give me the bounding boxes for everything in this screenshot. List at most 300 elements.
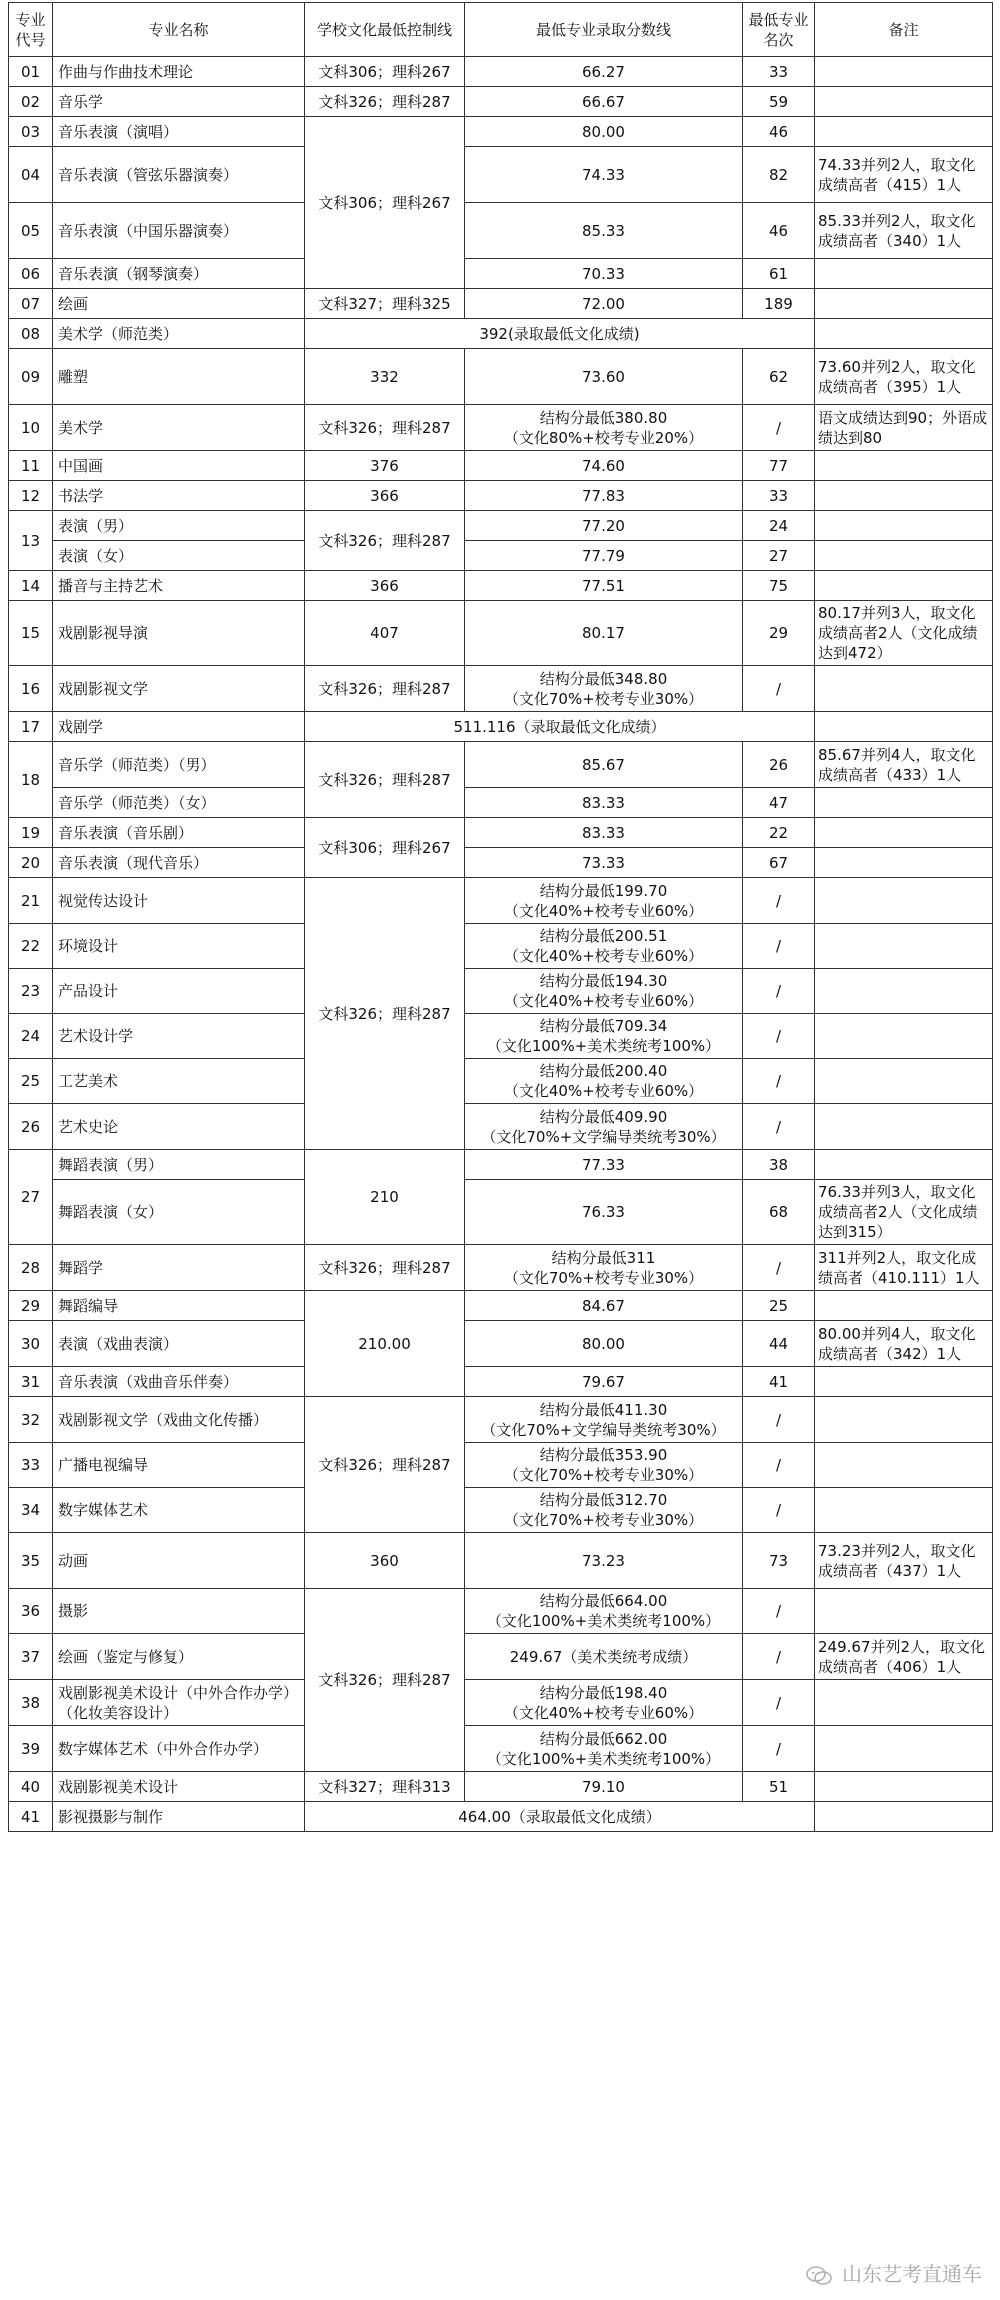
rank-cell: 62 xyxy=(743,349,815,405)
name-cell: 表演（戏曲表演） xyxy=(53,1321,305,1367)
note-cell xyxy=(815,788,993,818)
name-cell: 工艺美术 xyxy=(53,1059,305,1104)
name-cell: 视觉传达设计 xyxy=(53,878,305,924)
rank-cell: 75 xyxy=(743,571,815,601)
note-cell xyxy=(815,1104,993,1150)
name-cell: 摄影 xyxy=(53,1589,305,1634)
rank-cell: / xyxy=(743,1589,815,1634)
table-header xyxy=(9,3,993,57)
score-line: 80.17 xyxy=(582,624,625,642)
score-line: （文化100%+美术类统考100%） xyxy=(486,1612,721,1630)
score-line: 79.10 xyxy=(582,1777,625,1796)
rank-cell: / xyxy=(743,1059,815,1104)
rank-cell: / xyxy=(743,666,815,712)
code-cell: 11 xyxy=(9,451,53,481)
rank-cell: 44 xyxy=(743,1321,815,1367)
note-cell xyxy=(815,259,993,289)
code-cell: 10 xyxy=(9,405,53,451)
score-cell xyxy=(465,481,743,511)
note-cell: 80.00并列4人，取文化成绩高者（342）1人 xyxy=(815,1321,993,1367)
code-cell: 14 xyxy=(9,571,53,601)
score-line: 80.00 xyxy=(582,122,625,141)
control-line-cell: 文科326；理科287 xyxy=(305,666,465,712)
rank-cell: 33 xyxy=(743,57,815,87)
score-line: （文化40%+校考专业60%） xyxy=(503,1082,704,1100)
name-cell: 舞蹈编导 xyxy=(53,1291,305,1321)
table-row xyxy=(9,924,993,969)
score-cell xyxy=(465,969,743,1014)
score-cell xyxy=(465,1367,743,1397)
control-line-cell: 366 xyxy=(305,571,465,601)
table-row xyxy=(9,1397,993,1443)
note-cell xyxy=(815,1397,993,1443)
score-line: 结构分最低311 xyxy=(551,1248,656,1267)
control-line-cell: 文科306；理科267 xyxy=(305,117,465,289)
score-line: 结构分最低198.40 xyxy=(539,1683,668,1702)
score-cell xyxy=(465,1589,743,1634)
code-cell: 16 xyxy=(9,666,53,712)
control-line-cell: 文科306；理科267 xyxy=(305,818,465,878)
rank-cell: 38 xyxy=(743,1150,815,1180)
score-line: 74.33 xyxy=(582,165,625,184)
table-row xyxy=(9,712,993,742)
table-row xyxy=(9,87,993,117)
note-cell xyxy=(815,571,993,601)
table-row xyxy=(9,319,993,349)
score-cell xyxy=(465,511,743,541)
name-cell: 中国画 xyxy=(53,451,305,481)
rank-cell: / xyxy=(743,924,815,969)
note-cell xyxy=(815,511,993,541)
table-row xyxy=(9,1533,993,1589)
code-cell: 22 xyxy=(9,924,53,969)
table-row xyxy=(9,57,993,87)
rank-cell: 73 xyxy=(743,1533,815,1589)
note-cell xyxy=(815,1680,993,1726)
rank-cell: 26 xyxy=(743,742,815,788)
name-cell: 数字媒体艺术（中外合作办学） xyxy=(53,1726,305,1772)
table-row xyxy=(9,848,993,878)
watermark xyxy=(806,2258,982,2287)
rank-cell: / xyxy=(743,1680,815,1726)
table-row xyxy=(9,1443,993,1488)
control-line-cell: 文科326；理科287 xyxy=(305,87,465,117)
table-row xyxy=(9,1180,993,1245)
name-cell: 舞蹈学 xyxy=(53,1245,305,1291)
code-cell: 04 xyxy=(9,147,53,203)
score-line: 66.27 xyxy=(582,62,625,81)
code-cell: 15 xyxy=(9,601,53,666)
name-cell: 戏剧影视文学（戏曲文化传播） xyxy=(53,1397,305,1443)
name-cell: 表演（女） xyxy=(53,541,305,571)
note-cell xyxy=(815,878,993,924)
merged-score-cell: 511.116（录取最低文化成绩） xyxy=(305,712,815,742)
rank-cell: / xyxy=(743,878,815,924)
name-cell: 舞蹈表演（男） xyxy=(53,1150,305,1180)
score-line: （文化100%+美术类统考100%） xyxy=(486,1749,721,1768)
note-cell xyxy=(815,1059,993,1104)
score-line: 结构分最低709.34 xyxy=(539,1017,668,1035)
name-cell: 产品设计 xyxy=(53,969,305,1014)
code-cell: 33 xyxy=(9,1443,53,1488)
name-cell: 音乐学 xyxy=(53,87,305,117)
code-cell: 35 xyxy=(9,1533,53,1589)
score-line: 83.33 xyxy=(582,793,625,812)
name-cell: 播音与主持艺术 xyxy=(53,571,305,601)
rank-cell: / xyxy=(743,1014,815,1059)
score-cell xyxy=(465,1443,743,1488)
rank-cell: 189 xyxy=(743,289,815,319)
table-row xyxy=(9,259,993,289)
note-cell: 249.67并列2人，取文化成绩高者（406）1人 xyxy=(815,1634,993,1680)
control-line-cell: 文科327；理科325 xyxy=(305,289,465,319)
score-line: 结构分最低380.80 xyxy=(539,408,668,427)
rank-cell: / xyxy=(743,969,815,1014)
rank-cell: 33 xyxy=(743,481,815,511)
code-cell: 17 xyxy=(9,712,53,742)
table-row xyxy=(9,601,993,666)
score-line: （文化100%+美术类统考100%） xyxy=(486,1037,721,1055)
score-line: （文化70%+校考专业30%） xyxy=(503,689,704,708)
control-line-cell: 文科306；理科267 xyxy=(305,57,465,87)
score-cell xyxy=(465,848,743,878)
table-row xyxy=(9,349,993,405)
note-cell: 73.23并列2人，取文化成绩高者（437）1人 xyxy=(815,1533,993,1589)
table-body xyxy=(9,57,993,1832)
header-note: 备注 xyxy=(815,3,993,57)
control-line-cell: 文科326；理科287 xyxy=(305,1245,465,1291)
note-cell: 74.33并列2人，取文化成绩高者（415）1人 xyxy=(815,147,993,203)
note-cell xyxy=(815,1772,993,1802)
score-cell xyxy=(465,1245,743,1291)
name-cell: 书法学 xyxy=(53,481,305,511)
rank-cell: / xyxy=(743,1245,815,1291)
control-line-cell: 文科326；理科287 xyxy=(305,511,465,571)
score-cell xyxy=(465,1321,743,1367)
score-line: 85.67 xyxy=(582,755,625,774)
name-cell: 音乐表演（现代音乐） xyxy=(53,848,305,878)
table-row xyxy=(9,1802,993,1832)
score-line: 77.83 xyxy=(582,486,625,505)
rank-cell: 82 xyxy=(743,147,815,203)
name-cell: 环境设计 xyxy=(53,924,305,969)
name-cell: 戏剧影视美术设计 xyxy=(53,1772,305,1802)
score-line: 结构分最低353.90 xyxy=(539,1446,668,1464)
score-line: （文化70%+文学编导类统考30%） xyxy=(481,1420,726,1439)
score-cell xyxy=(465,1291,743,1321)
note-cell xyxy=(815,1150,993,1180)
name-cell: 雕塑 xyxy=(53,349,305,405)
rank-cell: / xyxy=(743,1443,815,1488)
rank-cell: / xyxy=(743,1397,815,1443)
table-row xyxy=(9,1589,993,1634)
header-code: 专业代号 xyxy=(9,3,53,57)
table-row xyxy=(9,1104,993,1150)
score-cell xyxy=(465,571,743,601)
rank-cell: 68 xyxy=(743,1180,815,1245)
note-cell xyxy=(815,1802,993,1832)
control-line-cell: 376 xyxy=(305,451,465,481)
note-cell xyxy=(815,87,993,117)
rank-cell: / xyxy=(743,405,815,451)
name-cell: 影视摄影与制作 xyxy=(53,1802,305,1832)
note-cell xyxy=(815,319,993,349)
score-cell xyxy=(465,451,743,481)
table-row xyxy=(9,1059,993,1104)
rank-cell: 25 xyxy=(743,1291,815,1321)
score-cell xyxy=(465,289,743,319)
table-row xyxy=(9,1150,993,1180)
note-cell xyxy=(815,1726,993,1772)
score-line: 249.67（美术类统考成绩） xyxy=(509,1647,698,1666)
score-line: 79.67 xyxy=(582,1372,625,1391)
score-line: 77.51 xyxy=(582,576,625,595)
code-cell: 09 xyxy=(9,349,53,405)
table-row xyxy=(9,541,993,571)
name-cell: 音乐表演（演唱） xyxy=(53,117,305,147)
score-line: 77.20 xyxy=(582,516,625,535)
control-line-cell: 210 xyxy=(305,1150,465,1245)
code-cell: 20 xyxy=(9,848,53,878)
header-score: 最低专业录取分数线 xyxy=(465,3,743,57)
score-cell xyxy=(465,1680,743,1726)
code-cell: 32 xyxy=(9,1397,53,1443)
score-cell xyxy=(465,1772,743,1802)
score-line: 80.00 xyxy=(582,1334,625,1353)
score-table xyxy=(8,2,993,1832)
note-cell xyxy=(815,451,993,481)
score-cell xyxy=(465,203,743,259)
score-cell xyxy=(465,349,743,405)
rank-cell: 46 xyxy=(743,203,815,259)
wechat-icon xyxy=(806,2266,832,2286)
control-line-cell: 文科326；理科287 xyxy=(305,878,465,1150)
rank-cell: 46 xyxy=(743,117,815,147)
code-cell: 07 xyxy=(9,289,53,319)
name-cell: 音乐学（师范类）（女） xyxy=(53,788,305,818)
note-cell xyxy=(815,481,993,511)
control-line-cell: 332 xyxy=(305,349,465,405)
control-line-cell: 文科326；理科287 xyxy=(305,1397,465,1533)
score-cell xyxy=(465,1488,743,1533)
control-line-cell: 407 xyxy=(305,601,465,666)
table-row xyxy=(9,666,993,712)
code-cell: 30 xyxy=(9,1321,53,1367)
score-line: 结构分最低194.30 xyxy=(539,972,668,990)
score-line: 72.00 xyxy=(582,294,625,313)
table-row xyxy=(9,481,993,511)
score-line: 70.33 xyxy=(582,264,625,283)
rank-cell: 51 xyxy=(743,1772,815,1802)
score-line: 结构分最低662.00 xyxy=(539,1729,668,1748)
control-line-cell: 366 xyxy=(305,481,465,511)
table-row xyxy=(9,1634,993,1680)
note-cell xyxy=(815,1488,993,1533)
score-line: （文化70%+校考专业30%） xyxy=(503,1268,704,1287)
score-cell xyxy=(465,1533,743,1589)
rank-cell: 41 xyxy=(743,1367,815,1397)
score-cell xyxy=(465,57,743,87)
code-cell: 23 xyxy=(9,969,53,1014)
control-line-cell: 文科326；理科287 xyxy=(305,742,465,818)
table-row xyxy=(9,969,993,1014)
table-row xyxy=(9,788,993,818)
score-line: 结构分最低199.70 xyxy=(539,881,668,900)
name-cell: 戏剧影视导演 xyxy=(53,601,305,666)
name-cell: 绘画（鉴定与修复） xyxy=(53,1634,305,1680)
note-cell: 85.67并列4人，取文化成绩高者（433）1人 xyxy=(815,742,993,788)
rank-cell: 29 xyxy=(743,601,815,666)
note-cell xyxy=(815,289,993,319)
code-cell: 08 xyxy=(9,319,53,349)
rank-cell: 22 xyxy=(743,818,815,848)
note-cell xyxy=(815,1014,993,1059)
code-cell: 01 xyxy=(9,57,53,87)
name-cell: 音乐学（师范类）（男） xyxy=(53,742,305,788)
header-name: 专业名称 xyxy=(53,3,305,57)
note-cell xyxy=(815,712,993,742)
table-row xyxy=(9,451,993,481)
score-cell xyxy=(465,1397,743,1443)
score-cell xyxy=(465,666,743,712)
score-cell xyxy=(465,87,743,117)
code-cell: 39 xyxy=(9,1726,53,1772)
note-cell xyxy=(815,666,993,712)
code-cell: 06 xyxy=(9,259,53,289)
rank-cell: / xyxy=(743,1634,815,1680)
table-row xyxy=(9,1014,993,1059)
name-cell: 音乐表演（音乐剧） xyxy=(53,818,305,848)
score-cell xyxy=(465,788,743,818)
control-line-cell: 文科327；理科313 xyxy=(305,1772,465,1802)
score-line: （文化40%+校考专业60%） xyxy=(503,992,704,1010)
note-cell xyxy=(815,969,993,1014)
name-cell: 美术学（师范类） xyxy=(53,319,305,349)
rank-cell: 27 xyxy=(743,541,815,571)
score-cell xyxy=(465,1726,743,1772)
note-cell xyxy=(815,1367,993,1397)
name-cell: 广播电视编导 xyxy=(53,1443,305,1488)
note-cell xyxy=(815,848,993,878)
rank-cell: 24 xyxy=(743,511,815,541)
score-line: 77.79 xyxy=(582,546,625,565)
code-cell: 18 xyxy=(9,742,53,818)
score-line: （文化40%+校考专业60%） xyxy=(503,901,704,920)
table-row xyxy=(9,1680,993,1726)
merged-score-cell: 392(录取最低文化成绩) xyxy=(305,319,815,349)
table-row xyxy=(9,405,993,451)
score-line: （文化70%+校考专业30%） xyxy=(503,1511,704,1529)
rank-cell: 47 xyxy=(743,788,815,818)
name-cell: 音乐表演（戏曲音乐伴奏） xyxy=(53,1367,305,1397)
note-cell xyxy=(815,117,993,147)
score-line: 74.60 xyxy=(582,456,625,475)
note-cell xyxy=(815,924,993,969)
table-row xyxy=(9,289,993,319)
score-cell xyxy=(465,147,743,203)
code-cell: 38 xyxy=(9,1680,53,1726)
table-row xyxy=(9,878,993,924)
code-cell: 26 xyxy=(9,1104,53,1150)
score-line: 83.33 xyxy=(582,823,625,842)
rank-cell: / xyxy=(743,1488,815,1533)
name-cell: 音乐表演（管弦乐器演奏） xyxy=(53,147,305,203)
code-cell: 13 xyxy=(9,511,53,571)
score-line: 73.33 xyxy=(582,853,625,872)
table-row xyxy=(9,147,993,203)
table-row xyxy=(9,1488,993,1533)
name-cell: 数字媒体艺术 xyxy=(53,1488,305,1533)
table-row xyxy=(9,511,993,541)
code-cell: 25 xyxy=(9,1059,53,1104)
code-cell: 03 xyxy=(9,117,53,147)
note-cell: 311并列2人，取文化成绩高者（410.111）1人 xyxy=(815,1245,993,1291)
score-cell xyxy=(465,1634,743,1680)
name-cell: 作曲与作曲技术理论 xyxy=(53,57,305,87)
score-line: 结构分最低200.51 xyxy=(539,927,668,945)
header-rank: 最低专业名次 xyxy=(743,3,815,57)
score-line: 结构分最低409.90 xyxy=(539,1107,668,1126)
merged-score-cell: 464.00（录取最低文化成绩） xyxy=(305,1802,815,1832)
score-line: 73.60 xyxy=(582,367,625,386)
name-cell: 戏剧学 xyxy=(53,712,305,742)
table-row xyxy=(9,117,993,147)
score-line: （文化70%+文学编导类统考30%） xyxy=(481,1127,726,1146)
score-line: （文化70%+校考专业30%） xyxy=(503,1466,704,1484)
score-cell xyxy=(465,601,743,666)
score-line: 76.33 xyxy=(582,1203,625,1221)
rank-cell: 59 xyxy=(743,87,815,117)
note-cell xyxy=(815,541,993,571)
score-cell xyxy=(465,259,743,289)
name-cell: 美术学 xyxy=(53,405,305,451)
code-cell: 02 xyxy=(9,87,53,117)
score-line: 结构分最低411.30 xyxy=(539,1400,668,1419)
score-line: 85.33 xyxy=(582,221,625,240)
score-line: （文化80%+校考专业20%） xyxy=(503,428,704,447)
name-cell: 动画 xyxy=(53,1533,305,1589)
rank-cell: / xyxy=(743,1726,815,1772)
note-cell xyxy=(815,57,993,87)
table-row xyxy=(9,1726,993,1772)
table-row xyxy=(9,818,993,848)
code-cell: 37 xyxy=(9,1634,53,1680)
score-line: 结构分最低312.70 xyxy=(539,1491,668,1509)
code-cell: 05 xyxy=(9,203,53,259)
name-cell: 音乐表演（钢琴演奏） xyxy=(53,259,305,289)
note-cell: 语文成绩达到90；外语成绩达到80 xyxy=(815,405,993,451)
score-cell xyxy=(465,1180,743,1245)
note-cell: 73.60并列2人，取文化成绩高者（395）1人 xyxy=(815,349,993,405)
note-cell: 85.33并列2人，取文化成绩高者（340）1人 xyxy=(815,203,993,259)
name-cell: 音乐表演（中国乐器演奏） xyxy=(53,203,305,259)
score-line: 73.23 xyxy=(582,1551,625,1570)
code-cell: 40 xyxy=(9,1772,53,1802)
code-cell: 24 xyxy=(9,1014,53,1059)
control-line-cell: 文科326；理科287 xyxy=(305,405,465,451)
name-cell: 戏剧影视美术设计（中外合作办学）（化妆美容设计） xyxy=(53,1680,305,1726)
name-cell: 表演（男） xyxy=(53,511,305,541)
table-row xyxy=(9,1321,993,1367)
watermark-text: 山东艺考直通车 xyxy=(842,2262,982,2286)
score-line: 84.67 xyxy=(582,1296,625,1315)
score-line: 结构分最低348.80 xyxy=(539,669,668,688)
score-line: （文化40%+校考专业60%） xyxy=(503,947,704,965)
table-row xyxy=(9,1772,993,1802)
header-ctrl: 学校文化最低控制线 xyxy=(305,3,465,57)
name-cell: 艺术设计学 xyxy=(53,1014,305,1059)
score-cell xyxy=(465,742,743,788)
